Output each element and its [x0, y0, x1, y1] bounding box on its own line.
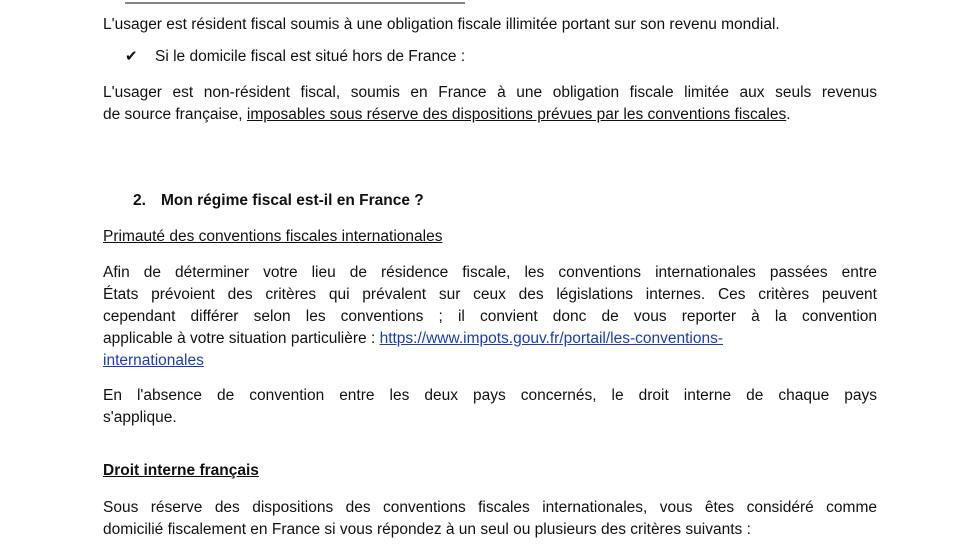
section-number: 2.: [133, 192, 146, 209]
conventions-line-3: cependant différer selon les conventions ; il convient donc de vous reporter à la convention: [103, 308, 877, 325]
absence-line-1: En l'absence de convention entre les deux pays concernés, le droit interne de chaque pays: [103, 387, 877, 404]
nonresident-line-2-prefix: de source française,: [103, 106, 247, 123]
checklist-item: [125, 46, 465, 68]
subheading-conventions: Primauté des conventions fiscales internationales: [103, 228, 443, 245]
cropped-text-fragment: [125, 0, 465, 4]
checkmark-icon: ✔: [125, 48, 138, 65]
nonresident-line-2: [103, 104, 877, 126]
conventions-line-1: Afin de déterminer votre lieu de résidence fiscale, les conventions internationales passées entre: [103, 264, 877, 281]
conventions-link-wrap: [103, 350, 204, 372]
droit-interne-line-1: Sous réserve des dispositions des conventions fiscales internationales, vous êtes considéré comme: [103, 499, 877, 516]
nonresident-line-2-suffix: .: [786, 106, 791, 123]
droit-interne-line-2: domicilié fiscalement en France si vous répondez à un seul ou plusieurs des critères suivants :: [103, 521, 751, 538]
checklist-item-label: Si le domicile fiscal est situé hors de France :: [155, 48, 466, 65]
absence-line-2: s'applique.: [103, 409, 177, 426]
section-title: Mon régime fiscal est-il en France ?: [161, 192, 424, 209]
conventions-line-4-prefix: applicable à votre situation particulière :: [103, 330, 380, 347]
subheading-droit-interne: Droit interne français: [103, 462, 259, 479]
nonresident-underlined-clause: imposables sous réserve des dispositions prévues par les conventions fiscales: [246, 106, 787, 123]
section-heading: [133, 190, 424, 212]
conventions-link[interactable]: https://www.impots.gouv.fr/portail/les-conventions-: [379, 330, 724, 347]
nonresident-line-1: L'usager est non-résident fiscal, soumis en France à une obligation fiscale limitée aux seuls revenus: [103, 84, 877, 101]
resident-paragraph: L'usager est résident fiscal soumis à une obligation fiscale illimitée portant sur son revenu mondial.: [103, 16, 780, 33]
conventions-link-continued[interactable]: internationales: [103, 352, 204, 369]
conventions-line-4: [103, 328, 877, 350]
conventions-line-2: États prévoient des critères qui prévalent sur ceux des législations internes. Ces critères peuvent: [103, 286, 877, 303]
